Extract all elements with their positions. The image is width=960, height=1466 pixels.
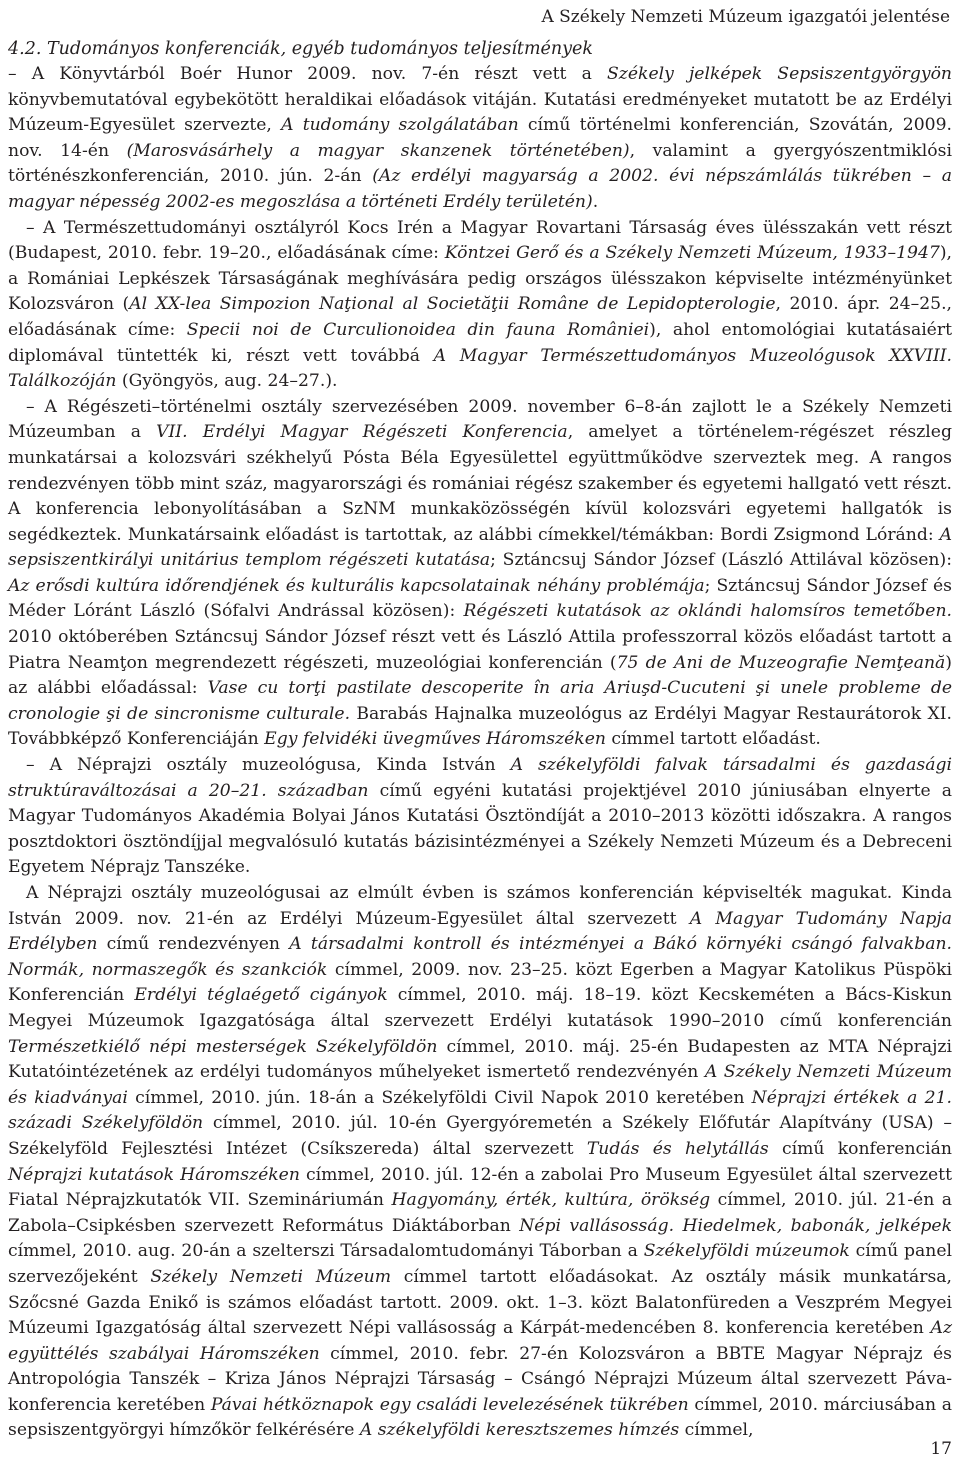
italic-title-text: A sepsiszentkirályi unitárius templom régészeti kutatása xyxy=(8,524,952,571)
paragraph-text: – A Természettudományi osztályról Kocs Irén a Magyar Rovartani Társaság éves ülésszakán vett részt (Budapest, 2010. febr. 19–20., előadásának címe: xyxy=(8,217,952,264)
italic-title-text: 75 de Ani de Muzeografie Nemţeană xyxy=(616,652,946,673)
section-heading: 4.2. Tudományos konferenciák, egyéb tudományos teljesítmények xyxy=(8,39,594,59)
italic-title-text: Néprajzi kutatások Háromszéken xyxy=(8,1164,300,1185)
paragraph-text: című panel szervezőjeként xyxy=(8,1241,953,1287)
paragraph-text: címmel, 2010. aug. 20-án a szelterszi Társadalomtudományi Táborban a xyxy=(8,1241,644,1262)
body-text xyxy=(8,62,952,1444)
paragraph-text: címmel, xyxy=(679,1420,754,1441)
paragraph-text: című egyéni kutatási projektjével 2010 júniusában elnyerte a Magyar Tudományos Akadémia Bolyai János Kutatási Ösztöndíját a 2010–2013 közötti időszakra. A rangos posztdoktori ösztöndíjjal megvalósuló kutatás bázisintézményei a Székely Nemzeti Múzeum és a Debreceni Egyetem Néprajz Tanszéke. xyxy=(8,780,952,878)
paragraph-text: című történelmi konferencián, Szovátán, 2009. nov. 14-én xyxy=(8,115,953,161)
italic-title-text: Egy felvidéki üvegműves Háromszéken xyxy=(264,729,606,750)
paragraph-text: – A Régészeti–történelmi osztály szervezésében 2009. november 6–8-án zajlott le a Székely Nemzeti Múzeumban a xyxy=(8,396,952,443)
italic-title-text: Az együttélés szabályai Háromszéken xyxy=(8,1318,952,1364)
italic-title-text: A tudomány szolgálatában xyxy=(281,115,519,136)
paragraph-text: A Néprajzi osztály muzeológusai az elmúlt évben is számos konferencián képviselték magukat. Kinda István 2009. nov. 21-én az Erdélyi Múzeum-Egyesület által szervezett xyxy=(8,883,952,929)
paragraph-regeszeti xyxy=(8,395,952,753)
paragraph-text: 2010 októberében Sztáncsuj Sándor József részt vett és László Attila professzorral közös előadást tartott a Piatra Neamţon megrendezett régészeti, muzeológiai konferencián ( xyxy=(8,627,952,673)
italic-title-text: Tudás és helytállás xyxy=(586,1138,769,1159)
running-header: A Székely Nemzeti Múzeum igazgatói jelentése xyxy=(541,7,950,27)
italic-title-text: A Magyar Tudomány Napja Erdélyben xyxy=(8,908,952,955)
italic-title-text: Az erősdi kultúra időrendjének és kulturális kapcsolatainak néhány problémája xyxy=(8,575,705,596)
paragraph-text: , 2010. ápr. 24–25., előadásának címe: xyxy=(8,294,952,340)
italic-title-text: Székely jelképek Sepsiszentgyörgyön xyxy=(607,64,952,84)
page-number: 17 xyxy=(930,1439,952,1459)
paragraph-text: – A Néprajzi osztály muzeológusa, Kinda István xyxy=(26,755,511,776)
paragraph-text: (Gyöngyös, aug. 24–27.). xyxy=(116,371,338,392)
italic-title-text: A Székely Nemzeti Múzeum és kiadványai xyxy=(8,1062,952,1108)
italic-title-text: Természetkiélő népi mesterségek Székelyföldön xyxy=(8,1036,438,1057)
italic-title-text: A székelyföldi falvak társadalmi és gazdasági struktúraváltozásai a 20–21. században xyxy=(8,755,952,801)
paragraph-text: című rendezvényen xyxy=(97,934,290,955)
paragraph-text: könyvbemutatóval egybekötött heraldikai előadások vitáján. Kutatási eredményeket mutatott be az Erdélyi Múzeum-Egyesület szervezte, xyxy=(8,89,952,136)
italic-title-text: Hagyomány, érték, kultúra, örökség xyxy=(391,1190,711,1211)
paragraph-text: ) az alábbi előadással: xyxy=(8,652,953,699)
paragraph-text: , valamint a gyergyószentmiklósi történészkonferencián, 2010. jún. 2-án xyxy=(8,140,952,187)
paragraph-text: – A Könyvtárból Boér Hunor 2009. nov. 7-én részt vett a xyxy=(8,64,608,84)
italic-title-text: Pávai hétköznapok egy családi levelezésének tükrében xyxy=(210,1394,689,1415)
paragraph-text: címmel, 2010. júl. 21-én a Zabola–Csipkésben szervezett Református Diáktáborban xyxy=(8,1190,952,1236)
italic-title-text: A Magyar Természettudományos Muzeológusok XXVIII. Találkozóján xyxy=(8,345,952,392)
italic-title-text: (Marosvásárhely a magyar skanzenek történetében) xyxy=(126,140,630,161)
paragraph-text: ), a Romániai Lepkészek Társaságának meghívására pedig országos ülésszakon képviselte intézményünket Kolozsváron ( xyxy=(8,243,952,315)
paragraph-kocs-iren xyxy=(8,216,952,395)
paragraph-text: címmel, 2010. febr. 27-én Kolozsváron a BBTE Magyar Néprajz és Antropológia Tanszék – Kriza János Néprajzi Társaság – Csángó Néprajzi Múzeum által szervezett Páva-konferencia keretében xyxy=(8,1343,952,1415)
paragraph-text: címmel tartott előadásokat. Az osztály másik munkatársa, Szőcsné Gazda Enikő is számos előadást tartott. 2009. okt. 1–3. közt Balatonfüreden a Veszprém Megyei Múzeumi Igazgatóság által szervezett Népi vallásosság a Kárpát-medencében 8. konferencia keretében xyxy=(8,1266,952,1339)
italic-title-text: A székelyföldi keresztszemes hímzés xyxy=(359,1420,680,1441)
italic-title-text: Népi vallásosság. Hiedelmek, babonák, jelképek xyxy=(519,1215,952,1236)
paragraph-text: , amelyet a történelem-régészet részleg munkatársai a kolozsvári székhelyű Pósta Béla Egyesülettel együttműködve szerveztek meg. A rangos rendezvényen több mint száz, magyarországi és romániai régész szakember és egyetemi hallgató vett részt. A konferencia lebonyolításában a SzNM munkaközösségén kívül kolozsvári egyetemi hallgatók is segédkeztek. Munkatársaink előadást is tartottak, az alábbi címekkel/témákban: Bordi Zsigmond Lóránd: xyxy=(8,422,952,545)
italic-title-text: Erdélyi téglaégető cigányok xyxy=(134,985,388,1006)
paragraph-text: . xyxy=(592,191,599,212)
paragraph-text: ; Sztáncsuj Sándor József és Méder Lóránt László (Sófalvi Andrással közösen): xyxy=(8,575,953,622)
paragraph-text: címmel, 2010. júl. 12-én a zabolai Pro Museum Egyesület által szervezett Fiatal Néprajzkutatók VII. Szemináriumán xyxy=(8,1164,952,1211)
italic-title-text: VII. Erdélyi Magyar Régészeti Konferencia xyxy=(156,422,568,443)
italic-title-text: Köntzei Gerő és a Székely Nemzeti Múzeum, 1933–1947 xyxy=(444,243,940,264)
paragraph-text: címmel, 2010. máj. 18–19. közt Kecskeméten a Bács-Kiskun Megyei Múzeumok Igazgatósága által szervezett Erdélyi kutatások 1990–2010 című konferencián xyxy=(8,985,952,1031)
paragraph-text: címmel, 2009. nov. 23–25. közt Egerben a Magyar Katolikus Püspöki Konferencián xyxy=(8,959,952,1006)
italic-title-text: Specii noi de Curculionoidea din fauna României xyxy=(186,319,650,340)
paragraph-text: címmel, 2010. máj. 25-én Budapesten az MTA Néprajzi Kutatóintézetének az erdélyi tudományos műhelyeket ismertető rendezvényén xyxy=(8,1036,952,1083)
italic-title-text: Néprajzi értékek a 21. századi Székelyföldön xyxy=(8,1087,952,1134)
paragraph-text: címmel, 2010. júl. 10-én Gyergyóremetén a Székely Előfutár Alapítvány (USA) – Székelyföld Fejlesztési Intézet (Csíkszereda) által szervezett xyxy=(8,1113,952,1159)
paragraph-text: címmel, 2010. jún. 18-án a Székelyföldi Civil Napok 2010 keretében xyxy=(127,1087,752,1108)
italic-title-text: A társadalmi kontroll és intézményei a Bákó környéki csángó falvakban. Normák, normaszegők és szankciók xyxy=(8,934,952,980)
italic-title-text: Székely Nemzeti Múzeum xyxy=(150,1266,392,1287)
paragraph-neprajzi-konferenciak xyxy=(8,881,952,1444)
italic-title-text: Régészeti kutatások az oklándi halomsíros temetőben. xyxy=(463,601,953,622)
paragraph-neprajzi-kinda xyxy=(8,753,952,881)
paragraph-text: Barabás Hajnalka muzeológus az Erdélyi Magyar Restaurátorok XI. Továbbképző Konferenciáján xyxy=(8,703,952,750)
paragraph-text: ; Sztáncsuj Sándor József (László Attilával közösen): xyxy=(490,550,952,571)
paragraph-boer-hunor xyxy=(8,62,952,216)
paragraph-text: címmel tartott előadást. xyxy=(605,729,821,750)
italic-title-text: (Az erdélyi magyarság a 2002. évi népszámlálás tükrében – a magyar népesség 2002-es megoszlása a történeti Erdély területén) xyxy=(8,166,952,212)
italic-title-text: Al XX-lea Simpozion Naţional al Societăţii Române de Lepidopterologie xyxy=(129,294,776,315)
paragraph-text: címmel, 2010. márciusában a sepsiszentgyörgyi hímzőkör felkérésére xyxy=(8,1394,953,1441)
italic-title-text: Vase cu torţi pastilate descoperite în aria Ariuşd-Cucuteni şi unele probleme de cronologie şi de sincronisme culturale. xyxy=(8,678,953,724)
paragraph-text: ), ahol entomológiai kutatásaiért diplomával tüntették ki, részt vett továbbá xyxy=(8,319,952,366)
paragraph-text: című konferencián xyxy=(768,1138,952,1159)
italic-title-text: Székelyföldi múzeumok xyxy=(643,1241,850,1262)
